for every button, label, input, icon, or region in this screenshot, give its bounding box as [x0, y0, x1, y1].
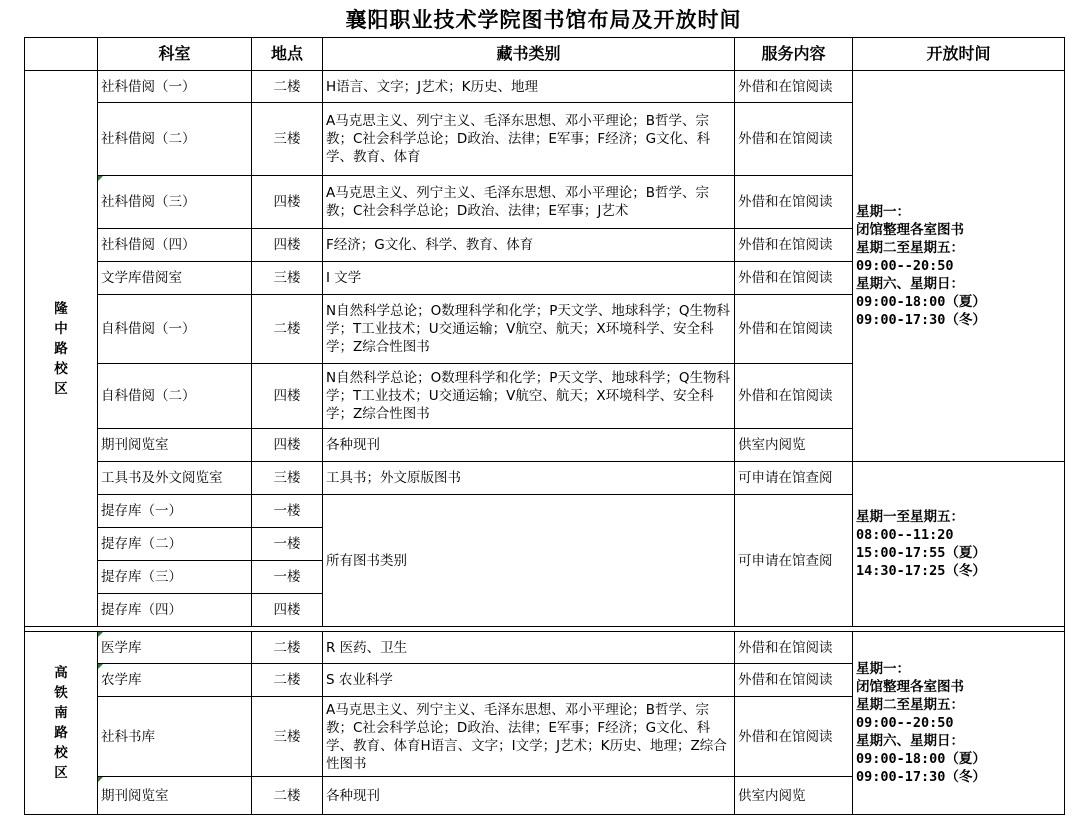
hours-line: 星期二至星期五：	[856, 240, 964, 256]
page-title: 襄阳职业技术学院图书馆布局及开放时间	[345, 7, 742, 32]
header-hours: 开放时间	[853, 38, 1065, 71]
dept-cell: 医学库	[98, 632, 252, 664]
dept-cell: 社科借阅（二）	[98, 103, 252, 176]
hours-line: 星期一：	[856, 661, 910, 677]
floor-cell: 二楼	[252, 777, 323, 815]
floor-cell: 一楼	[252, 561, 323, 594]
service-cell: 外借和在馆阅读	[735, 295, 853, 364]
collection-cell: 各种现刊	[323, 429, 735, 462]
service-cell: 外借和在馆阅读	[735, 103, 853, 176]
collection-cell: H语言、文字；J艺术；K历史、地理	[323, 71, 735, 103]
service-cell: 可申请在馆查阅	[735, 495, 853, 627]
campus-cell	[25, 632, 98, 815]
floor-cell: 四楼	[252, 364, 323, 429]
collection-cell: N自然科学总论；O数理科学和化学；P天文学、地球科学；Q生物科学；T工业技术；U交通运输；V航空、航天；X环境科学、安全科学；Z综合性图书	[323, 364, 735, 429]
dept-cell: 农学库	[98, 664, 252, 697]
service-cell: 可申请在馆查阅	[735, 462, 853, 495]
table-row	[25, 632, 1065, 664]
header-service: 服务内容	[735, 38, 853, 71]
hours-line: 15:00-17:55（夏）	[856, 545, 986, 561]
service-cell: 外借和在馆阅读	[735, 632, 853, 664]
campus-cell	[25, 71, 98, 627]
service-cell: 外借和在馆阅读	[735, 697, 853, 777]
dept-cell: 社科借阅（一）	[98, 71, 252, 103]
collection-cell: A马克思主义、列宁主义、毛泽东思想、邓小平理论；B哲学、宗教；C社会科学总论；D政治、法律；E军事；F经济；G文化、科学、教育、体育	[323, 103, 735, 176]
dept-cell: 期刊阅览室	[98, 429, 252, 462]
floor-cell: 四楼	[252, 594, 323, 627]
hours-line: 09:00--20:50	[856, 715, 954, 731]
hours-line: 星期一至星期五：	[856, 509, 964, 525]
hours-line: 08:00--11:20	[856, 527, 954, 543]
hours-line: 星期六、星期日：	[856, 276, 964, 292]
collection-cell: R 医药、卫生	[323, 632, 735, 664]
collection-cell: F经济；G文化、科学、教育、体育	[323, 229, 735, 262]
dept-cell: 工具书及外文阅览室	[98, 462, 252, 495]
floor-cell: 二楼	[252, 632, 323, 664]
floor-cell: 一楼	[252, 528, 323, 561]
dept-cell: 提存库（二）	[98, 528, 252, 561]
hours-line: 09:00-18:00（夏）	[856, 294, 986, 310]
dept-cell: 自科借阅（一）	[98, 295, 252, 364]
floor-cell: 一楼	[252, 495, 323, 528]
floor-cell: 四楼	[252, 176, 323, 229]
service-cell: 外借和在馆阅读	[735, 229, 853, 262]
hours-cell	[853, 462, 1065, 627]
table-row	[25, 462, 1065, 495]
hours-line: 14:30-17:25（冬）	[856, 563, 986, 579]
collection-cell: 工具书；外文原版图书	[323, 462, 735, 495]
dept-cell: 社科借阅（四）	[98, 229, 252, 262]
hours-cell	[853, 71, 1065, 462]
service-cell: 外借和在馆阅读	[735, 262, 853, 295]
floor-cell: 二楼	[252, 295, 323, 364]
hours-line: 闭馆整理各室图书	[856, 679, 964, 695]
floor-cell: 三楼	[252, 262, 323, 295]
service-cell: 供室内阅览	[735, 429, 853, 462]
service-cell: 外借和在馆阅读	[735, 364, 853, 429]
service-cell: 外借和在馆阅读	[735, 176, 853, 229]
collection-cell: I 文学	[323, 262, 735, 295]
collection-cell: A马克思主义、列宁主义、毛泽东思想、邓小平理论；B哲学、宗教；C社会科学总论；D政治、法律；E军事；F经济；G文化、科学、教育、体育H语言、文字；I文学；J艺术；K历史、地理；Z综合性图书	[323, 697, 735, 777]
hours-line: 星期六、星期日：	[856, 733, 964, 749]
floor-cell: 三楼	[252, 697, 323, 777]
dept-cell: 自科借阅（二）	[98, 364, 252, 429]
collection-cell: N自然科学总论；O数理科学和化学；P天文学、地球科学；Q生物科学；T工业技术；U交通运输；V航空、航天；X环境科学、安全科学；Z综合性图书	[323, 295, 735, 364]
header-floor: 地点	[252, 38, 323, 71]
hours-line: 闭馆整理各室图书	[856, 222, 964, 238]
header-dept: 科室	[98, 38, 252, 71]
header-campus	[25, 38, 98, 71]
floor-cell: 四楼	[252, 429, 323, 462]
service-cell: 外借和在馆阅读	[735, 664, 853, 697]
floor-cell: 二楼	[252, 664, 323, 697]
library-layout-table	[24, 37, 1065, 815]
dept-cell: 社科书库	[98, 697, 252, 777]
header-collection: 藏书类别	[323, 38, 735, 71]
service-cell: 供室内阅览	[735, 777, 853, 815]
collection-cell: 各种现刊	[323, 777, 735, 815]
hours-line: 星期二至星期五：	[856, 697, 964, 713]
floor-cell: 二楼	[252, 71, 323, 103]
campus-name: 高铁南路校区	[54, 665, 68, 781]
hours-line: 09:00--20:50	[856, 258, 954, 274]
hours-cell	[853, 632, 1065, 815]
dept-cell: 文学库借阅室	[98, 262, 252, 295]
campus-name: 隆中路校区	[54, 300, 68, 397]
dept-cell: 提存库（四）	[98, 594, 252, 627]
floor-cell: 三楼	[252, 462, 323, 495]
header-row	[25, 38, 1065, 71]
dept-cell: 提存库（一）	[98, 495, 252, 528]
collection-cell: 所有图书类别	[323, 495, 735, 627]
dept-cell: 期刊阅览室	[98, 777, 252, 815]
dept-cell: 社科借阅（三）	[98, 176, 252, 229]
table-row	[25, 71, 1065, 103]
collection-cell: S 农业科学	[323, 664, 735, 697]
service-cell: 外借和在馆阅读	[735, 71, 853, 103]
hours-line: 09:00-18:00（夏）	[856, 751, 986, 767]
floor-cell: 四楼	[252, 229, 323, 262]
dept-cell: 提存库（三）	[98, 561, 252, 594]
floor-cell: 三楼	[252, 103, 323, 176]
collection-cell: A马克思主义、列宁主义、毛泽东思想、邓小平理论；B哲学、宗教；C社会科学总论；D政治、法律；E军事；J艺术	[323, 176, 735, 229]
hours-line: 09:00-17:30（冬）	[856, 312, 986, 328]
hours-line: 09:00-17:30（冬）	[856, 769, 986, 785]
hours-line: 星期一：	[856, 204, 910, 220]
